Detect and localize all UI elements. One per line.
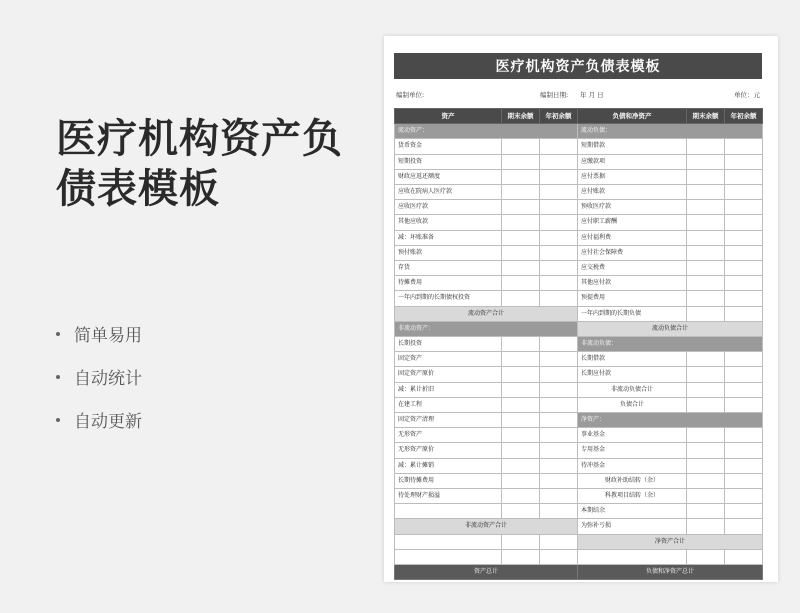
table-row: [395, 397, 763, 412]
right-item-label: 其他应付款: [578, 276, 687, 291]
hero-title: 医疗机构资产负债表模板: [56, 116, 343, 212]
right-opening-value-cell[interactable]: [725, 473, 763, 488]
right-ending-value-cell[interactable]: [687, 352, 725, 367]
right-item-label: 应付职工薪酬: [578, 215, 687, 230]
right-item-label: 流动负债合计: [578, 321, 763, 336]
left-item-label: 固定资产清理: [395, 413, 502, 428]
left-ending-value-cell[interactable]: [502, 458, 540, 473]
left-ending-value-cell[interactable]: [502, 169, 540, 184]
left-item-label: 待摊费用: [395, 276, 502, 291]
left-ending-value-cell[interactable]: [502, 337, 540, 352]
right-item-label: 净资产合计: [578, 534, 763, 549]
right-item-label: 应付账款: [578, 185, 687, 200]
right-ending-value-cell[interactable]: [687, 519, 725, 534]
left-item-label: 短期投资: [395, 154, 502, 169]
left-opening-value-cell[interactable]: [540, 261, 578, 276]
left-opening-value-cell[interactable]: [540, 245, 578, 260]
right-ending-value-cell[interactable]: [687, 443, 725, 458]
table-row: [395, 306, 763, 321]
right-item-label: 短期借款: [578, 139, 687, 154]
right-ending-value-cell[interactable]: [687, 169, 725, 184]
left-ending-value-cell[interactable]: [502, 534, 540, 549]
feature-label: 简单易用: [74, 326, 142, 346]
right-ending-value-cell[interactable]: [687, 245, 725, 260]
right-opening-value-cell[interactable]: [725, 489, 763, 504]
table-row: [395, 139, 763, 154]
left-item-label: 长期待摊费用: [395, 473, 502, 488]
right-item-label: 非流动负债：: [578, 337, 763, 352]
table-row: [395, 291, 763, 306]
right-opening-value-cell[interactable]: [725, 519, 763, 534]
right-opening-value-cell[interactable]: [725, 458, 763, 473]
right-item-label: 长期借款: [578, 352, 687, 367]
left-item-label: 非流动资产：: [395, 321, 578, 336]
left-item-label: 减：坏账准备: [395, 230, 502, 245]
table-row: [395, 261, 763, 276]
feature-item: [56, 398, 142, 441]
left-opening-value-cell[interactable]: [540, 352, 578, 367]
right-ending-value-cell[interactable]: [687, 428, 725, 443]
header-liabilities: 负债和净资产: [578, 109, 687, 124]
header-opening-balance: 年初余额: [540, 109, 578, 124]
table-row: [395, 489, 763, 504]
left-ending-value-cell[interactable]: [502, 200, 540, 215]
table-row: [395, 519, 763, 534]
left-ending-value-cell[interactable]: [502, 215, 540, 230]
right-opening-value-cell[interactable]: [725, 291, 763, 306]
left-ending-value-cell[interactable]: [502, 443, 540, 458]
table-row: [395, 245, 763, 260]
right-item-label: 待冲基金: [578, 458, 687, 473]
right-opening-value-cell[interactable]: [725, 215, 763, 230]
table-row: [395, 230, 763, 245]
left-ending-value-cell[interactable]: [502, 276, 540, 291]
right-ending-value-cell[interactable]: [687, 215, 725, 230]
left-opening-value-cell[interactable]: [540, 443, 578, 458]
table-row: [395, 185, 763, 200]
right-opening-value-cell[interactable]: [725, 276, 763, 291]
left-opening-value-cell[interactable]: [540, 382, 578, 397]
right-opening-value-cell[interactable]: [725, 549, 763, 564]
right-opening-value-cell[interactable]: [725, 443, 763, 458]
document-title: 医疗机构资产负债表模板: [394, 53, 762, 79]
right-item-label: 长期应付款: [578, 367, 687, 382]
table-row: [395, 276, 763, 291]
left-ending-value-cell[interactable]: [502, 413, 540, 428]
left-item-label: 长期投资: [395, 337, 502, 352]
document-preview: [384, 36, 778, 582]
left-item-label: 流动资产合计: [395, 306, 578, 321]
left-item-label: 待处理财产损溢: [395, 489, 502, 504]
right-ending-value-cell[interactable]: [687, 261, 725, 276]
header-ending-balance: 期末余额: [687, 109, 725, 124]
left-opening-value-cell[interactable]: [540, 337, 578, 352]
left-item-label: 减：累计摊销: [395, 458, 502, 473]
right-ending-value-cell[interactable]: [687, 200, 725, 215]
left-ending-value-cell[interactable]: [502, 397, 540, 412]
date-label: 编制日期:: [540, 91, 569, 99]
left-ending-value-cell[interactable]: [502, 185, 540, 200]
table-header-row: [395, 109, 763, 124]
right-ending-value-cell[interactable]: [687, 504, 725, 519]
left-opening-value-cell[interactable]: [540, 215, 578, 230]
left-item-label: 财政应返还额度: [395, 169, 502, 184]
feature-item: [56, 312, 142, 355]
left-item-label: [395, 534, 502, 549]
right-opening-value-cell[interactable]: [725, 200, 763, 215]
left-ending-value-cell[interactable]: [502, 245, 540, 260]
right-opening-value-cell[interactable]: [725, 504, 763, 519]
right-opening-value-cell[interactable]: [725, 154, 763, 169]
left-opening-value-cell[interactable]: [540, 276, 578, 291]
left-opening-value-cell[interactable]: [540, 428, 578, 443]
right-ending-value-cell[interactable]: [687, 473, 725, 488]
left-opening-value-cell[interactable]: [540, 139, 578, 154]
document-meta: [394, 86, 762, 102]
left-opening-value-cell[interactable]: [540, 230, 578, 245]
left-opening-value-cell[interactable]: [540, 154, 578, 169]
left-opening-value-cell[interactable]: [540, 549, 578, 564]
left-ending-value-cell[interactable]: [502, 473, 540, 488]
right-opening-value-cell[interactable]: [725, 382, 763, 397]
left-item-label: 在建工程: [395, 397, 502, 412]
table-row: [395, 169, 763, 184]
left-item-label: 其他应收款: [395, 215, 502, 230]
right-item-label: 应付社会保障费: [578, 245, 687, 260]
right-ending-value-cell[interactable]: [687, 291, 725, 306]
left-ending-value-cell[interactable]: [502, 291, 540, 306]
right-ending-value-cell[interactable]: [687, 230, 725, 245]
right-opening-value-cell[interactable]: [725, 230, 763, 245]
bullet-icon: [56, 375, 60, 379]
left-item-label: [395, 504, 502, 519]
currency-label: 单位：元: [734, 91, 760, 99]
right-item-label: 负债合计: [578, 397, 687, 412]
left-ending-value-cell[interactable]: [502, 154, 540, 169]
left-item-label: 减：累计折旧: [395, 382, 502, 397]
right-item-label: 预提费用: [578, 291, 687, 306]
right-opening-value-cell[interactable]: [725, 428, 763, 443]
left-ending-value-cell[interactable]: [502, 352, 540, 367]
right-opening-value-cell[interactable]: [725, 169, 763, 184]
left-item-label: [395, 549, 502, 564]
unit-label: 编制单位:: [396, 91, 425, 99]
right-item-label: 净资产：: [578, 413, 763, 428]
right-item-label: 预收医疗款: [578, 200, 687, 215]
table-row: [395, 382, 763, 397]
left-ending-value-cell[interactable]: [502, 139, 540, 154]
right-opening-value-cell[interactable]: [725, 139, 763, 154]
table-row: [395, 337, 763, 352]
left-ending-value-cell[interactable]: [502, 428, 540, 443]
right-opening-value-cell[interactable]: [725, 397, 763, 412]
left-opening-value-cell[interactable]: [540, 473, 578, 488]
left-ending-value-cell[interactable]: [502, 504, 540, 519]
right-ending-value-cell[interactable]: [687, 549, 725, 564]
table-row: [395, 367, 763, 382]
left-item-label: 应收在院病人医疗款: [395, 185, 502, 200]
right-ending-value-cell[interactable]: [687, 397, 725, 412]
right-item-label: 应付票据: [578, 169, 687, 184]
table-row: [395, 124, 763, 139]
right-ending-value-cell[interactable]: [687, 185, 725, 200]
header-opening-balance: 年初余额: [725, 109, 763, 124]
table-row: [395, 458, 763, 473]
left-item-label: 无形资产: [395, 428, 502, 443]
header-assets: 资产: [395, 109, 502, 124]
table-row: [395, 428, 763, 443]
left-ending-value-cell[interactable]: [502, 549, 540, 564]
right-ending-value-cell[interactable]: [687, 382, 725, 397]
left-opening-value-cell[interactable]: [540, 534, 578, 549]
feature-label: 自动统计: [74, 369, 142, 389]
right-ending-value-cell[interactable]: [687, 306, 725, 321]
left-item-label: 存货: [395, 261, 502, 276]
right-item-label: 应缴款项: [578, 154, 687, 169]
feature-item: [56, 355, 142, 398]
right-item-label: 流动负债：: [578, 124, 763, 139]
left-item-label: 非流动资产合计: [395, 519, 578, 534]
table-row: [395, 473, 763, 488]
left-item-label: 固定资产: [395, 352, 502, 367]
right-item-label: 应付福利费: [578, 230, 687, 245]
left-ending-value-cell[interactable]: [502, 230, 540, 245]
left-item-label: 预付账款: [395, 245, 502, 260]
left-opening-value-cell[interactable]: [540, 397, 578, 412]
table-row: [395, 200, 763, 215]
left-opening-value-cell[interactable]: [540, 458, 578, 473]
total-assets-label: 资产总计: [395, 565, 578, 580]
right-item-label: 事业基金: [578, 428, 687, 443]
right-item-label: 一年内到期的长期负债: [578, 306, 687, 321]
left-opening-value-cell[interactable]: [540, 489, 578, 504]
table-row: [395, 154, 763, 169]
right-ending-value-cell[interactable]: [687, 154, 725, 169]
right-item-label: 非流动负债合计: [578, 382, 687, 397]
right-item-label: 专用基金: [578, 443, 687, 458]
right-item-label: 应交税费: [578, 261, 687, 276]
right-item-label: [578, 549, 687, 564]
left-ending-value-cell[interactable]: [502, 261, 540, 276]
table-row: [395, 549, 763, 564]
balance-sheet-table: [394, 108, 763, 580]
header-ending-balance: 期末余额: [502, 109, 540, 124]
right-opening-value-cell[interactable]: [725, 352, 763, 367]
right-item-label: 为弥补亏损: [578, 519, 687, 534]
right-item-label: 财政补助结转（余）: [578, 473, 687, 488]
right-item-label: 本期结余: [578, 504, 687, 519]
right-ending-value-cell[interactable]: [687, 276, 725, 291]
left-opening-value-cell[interactable]: [540, 413, 578, 428]
left-ending-value-cell[interactable]: [502, 382, 540, 397]
left-opening-value-cell[interactable]: [540, 291, 578, 306]
table-row: [395, 321, 763, 336]
left-opening-value-cell[interactable]: [540, 367, 578, 382]
left-ending-value-cell[interactable]: [502, 489, 540, 504]
bullet-icon: [56, 332, 60, 336]
date-value: 年 月 日: [580, 91, 604, 99]
left-opening-value-cell[interactable]: [540, 200, 578, 215]
left-item-label: 一年内到期的长期债权投资: [395, 291, 502, 306]
right-opening-value-cell[interactable]: [725, 306, 763, 321]
right-opening-value-cell[interactable]: [725, 245, 763, 260]
right-ending-value-cell[interactable]: [687, 139, 725, 154]
right-opening-value-cell[interactable]: [725, 185, 763, 200]
table-row: [395, 534, 763, 549]
total-liabilities-label: 负债和净资产总计: [578, 565, 763, 580]
left-opening-value-cell[interactable]: [540, 169, 578, 184]
right-ending-value-cell[interactable]: [687, 458, 725, 473]
right-item-label: 科教项目结转（余）: [578, 489, 687, 504]
left-item-label: 无形资产原价: [395, 443, 502, 458]
left-item-label: 流动资产：: [395, 124, 578, 139]
totals-row: [395, 565, 763, 580]
right-ending-value-cell[interactable]: [687, 489, 725, 504]
table-row: [395, 215, 763, 230]
bullet-icon: [56, 418, 60, 422]
right-ending-value-cell[interactable]: [687, 367, 725, 382]
left-opening-value-cell[interactable]: [540, 504, 578, 519]
left-item-label: 应收医疗款: [395, 200, 502, 215]
feature-label: 自动更新: [74, 412, 142, 432]
left-item-label: 货币资金: [395, 139, 502, 154]
left-item-label: 固定资产原价: [395, 367, 502, 382]
table-row: [395, 504, 763, 519]
table-row: [395, 443, 763, 458]
feature-list: [56, 312, 142, 441]
left-opening-value-cell[interactable]: [540, 185, 578, 200]
left-ending-value-cell[interactable]: [502, 367, 540, 382]
table-row: [395, 352, 763, 367]
right-opening-value-cell[interactable]: [725, 367, 763, 382]
table-row: [395, 413, 763, 428]
right-opening-value-cell[interactable]: [725, 261, 763, 276]
